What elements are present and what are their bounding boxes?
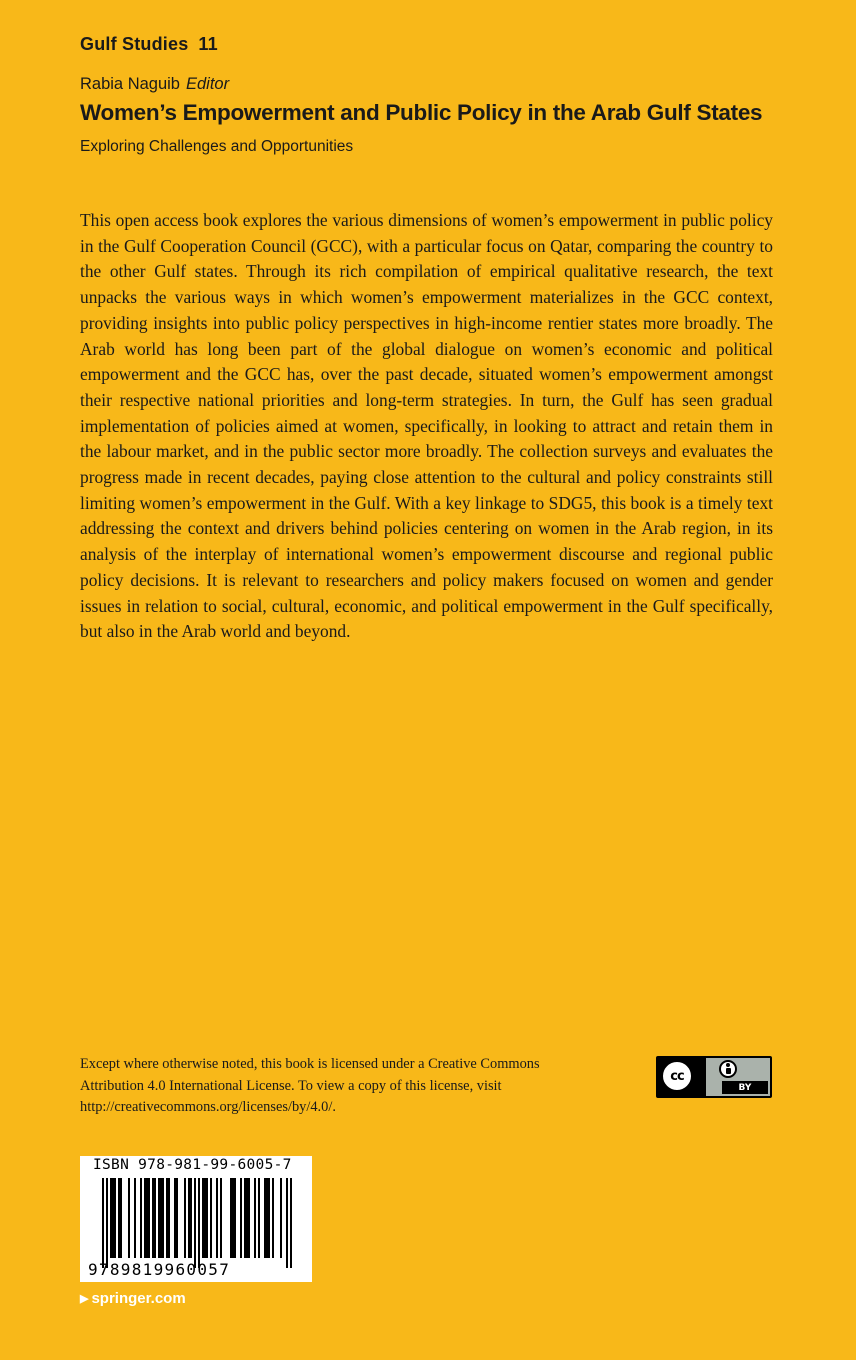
isbn-barcode: [80, 1156, 312, 1282]
barcode-bar: [168, 1178, 170, 1258]
barcode-bar: [114, 1178, 116, 1258]
barcode-bar: [244, 1178, 246, 1258]
barcode-bar: [154, 1178, 156, 1258]
series-volume: 11: [198, 34, 218, 54]
editor-name: Rabia Naguib: [80, 75, 180, 93]
cc-by-license-badge: [656, 1056, 772, 1098]
barcode-bar: [232, 1178, 234, 1258]
barcode-bar: [166, 1178, 168, 1258]
publisher-link[interactable]: [80, 1290, 186, 1307]
barcode-bar: [162, 1178, 164, 1258]
barcode-bar: [148, 1178, 150, 1258]
barcode-bar: [184, 1178, 186, 1258]
barcode-bar: [128, 1178, 130, 1258]
barcode-bar: [102, 1178, 104, 1268]
barcode-bar: [118, 1178, 120, 1258]
barcode-bar: [112, 1178, 114, 1258]
barcode-bar: [134, 1178, 136, 1258]
book-description: This open access book explores the various dimensions of women’s empowerment in public policy in the Gulf Cooperation Council (GCC), with a particular focus on Qatar, comparing the country to the other Gulf states. Through its rich compilation of empirical qualitative research, the text unpacks the various ways in which women’s empowerment materializes in the GCC context, providing insights into public policy perspectives in high-income rentier states more broadly. The Arab world has long been part of the global dialogue on women’s economic and political empowerment and the GCC has, over the past decade, situated women’s empowerment amongst their respective national priorities and long-term strategies. In turn, the Gulf has seen gradual implementation of policies aimed at women, specifically, in looking to attract and retain them in the labour market, and in the public sector more broadly. The collection surveys and evaluates the progress made in recent decades, paying close attention to the cultural and policy constraints still limiting women’s empowerment in the Gulf. With a key linkage to SDG5, this book is a timely text addressing the context and drivers behind policies centering on women in the Arab region, in its analysis of the interplay of international women’s empowerment discourse and regional public policy decisions. It is relevant to researchers and policy makers focused on women and gender issues in relation to social, cultural, economic, and political empowerment in the Gulf specifically, but also in the Arab world and beyond.: [80, 210, 773, 642]
barcode-bar: [160, 1178, 162, 1258]
barcode-bar: [290, 1178, 292, 1268]
barcode-bar: [152, 1178, 154, 1258]
barcode-bar: [268, 1178, 270, 1258]
barcode-digits: 9789819960057: [88, 1260, 231, 1279]
editor-role: Editor: [185, 75, 230, 93]
creative-commons-icon: cc: [661, 1060, 693, 1092]
barcode-bar: [216, 1178, 218, 1258]
barcode-bar: [206, 1178, 208, 1258]
barcode-bar: [266, 1178, 268, 1258]
by-label: BY: [722, 1081, 768, 1094]
barcode-bar: [286, 1178, 288, 1268]
barcode-bar: [204, 1178, 206, 1258]
barcode-bar: [106, 1178, 108, 1268]
barcode-bar: [120, 1178, 122, 1258]
barcode-bar: [146, 1178, 148, 1258]
barcode-bar: [220, 1178, 222, 1258]
isbn-label: ISBN 978-981-99-6005-7: [93, 1157, 292, 1173]
series-line: [80, 34, 218, 55]
arrow-right-icon: ▶: [80, 1293, 89, 1305]
barcode-bar: [234, 1178, 236, 1258]
barcode-bar: [210, 1178, 212, 1258]
barcode-bar: [258, 1178, 260, 1258]
barcode-bar: [144, 1178, 146, 1258]
barcode-bar: [198, 1178, 200, 1268]
barcode-bar: [248, 1178, 250, 1258]
series-name: Gulf Studies: [80, 34, 189, 54]
barcode-bar: [230, 1178, 232, 1258]
barcode-bar: [240, 1178, 242, 1258]
barcode-bar: [264, 1178, 266, 1258]
barcode-bar: [280, 1178, 282, 1258]
barcode-bar: [158, 1178, 160, 1258]
editor-line: [80, 75, 229, 94]
barcode-bar: [188, 1178, 190, 1258]
barcode-bar: [190, 1178, 192, 1258]
barcode-bar: [254, 1178, 256, 1258]
barcode-bar: [110, 1178, 112, 1258]
barcode-bar: [176, 1178, 178, 1258]
attribution-person-icon: [719, 1060, 737, 1078]
barcode-bar: [174, 1178, 176, 1258]
book-title: Women’s Empowerment and Public Policy in the Arab Gulf States: [80, 100, 763, 125]
publisher-url: springer.com: [91, 1290, 186, 1307]
barcode-bar: [272, 1178, 274, 1258]
license-notice: Except where otherwise noted, this book is licensed under a Creative Commons Attribution 4.0 International License. To view a copy of this license, visit http://creativecommons.org/licenses/by/4.0/.: [80, 1056, 540, 1115]
barcode-bar: [140, 1178, 142, 1258]
barcode-bar: [246, 1178, 248, 1258]
barcode-bar: [202, 1178, 204, 1258]
barcode-bar: [194, 1178, 196, 1268]
book-subtitle: Exploring Challenges and Opportunities: [80, 138, 354, 155]
